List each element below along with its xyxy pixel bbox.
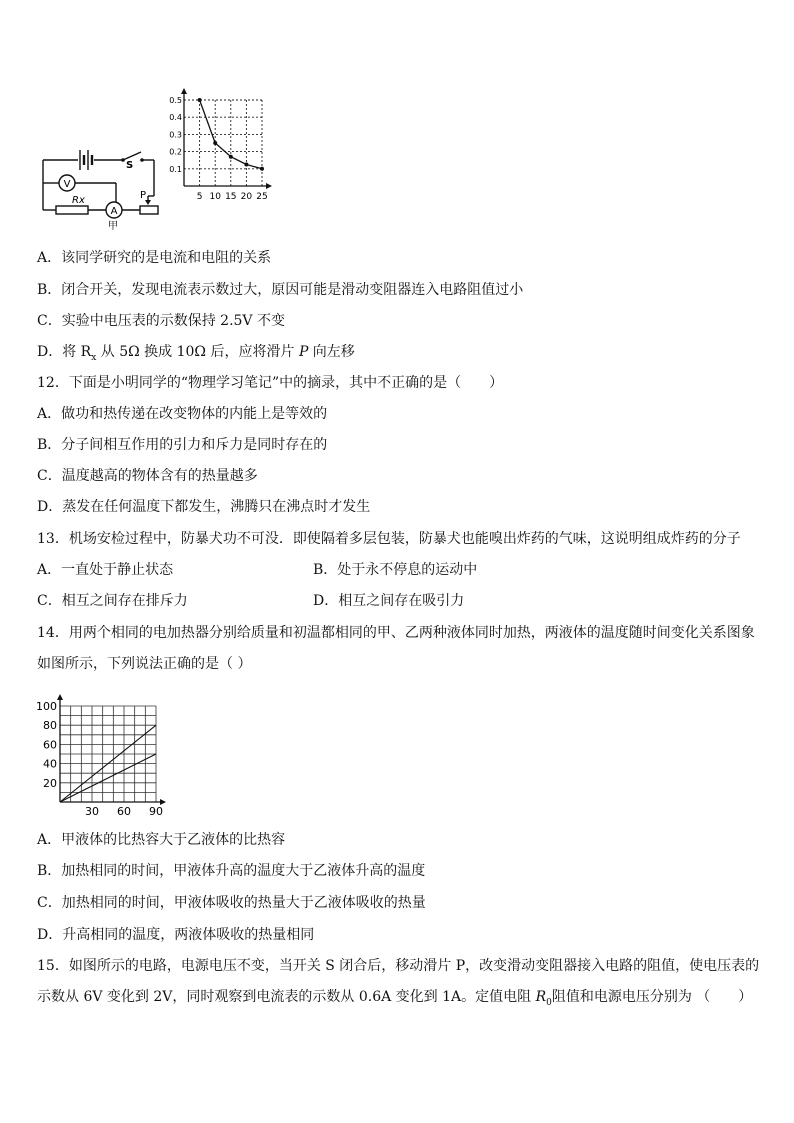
q14-option-b: B．加热相同的时间，甲液体升高的温度大于乙液体升高的温度	[37, 863, 426, 879]
x-tick-label: 90	[149, 805, 163, 818]
q13-stem: 13．机场安检过程中，防暴犬功不可没．即使隔着多层包装，防暴犬也能嗅出炸药的气味，这说明组成炸药的分子	[37, 531, 741, 547]
data-point	[244, 163, 248, 167]
resistor-label: Rx	[72, 195, 85, 206]
series-line-yi	[60, 754, 156, 802]
q11-option-c: C．实验中电压表的示数保持 2.5V 不变	[37, 313, 285, 329]
battery-icon	[80, 150, 92, 170]
y-tick-label: 0.4	[169, 113, 182, 123]
q12-option-c: C．温度越高的物体含有的热量越多	[37, 468, 258, 484]
x-tick-label: 20	[240, 192, 253, 202]
y-tick-label: 60	[43, 738, 57, 752]
y-tick-label: 0.3	[169, 130, 182, 140]
q12-option-b: B．分子间相互作用的引力和斥力是同时存在的	[37, 437, 328, 453]
q14-stem-line2: 如图所示，下列说法正确的是（ ）	[37, 656, 252, 672]
y-tick-label: 40	[43, 757, 57, 771]
q14-option-d: D．升高相同的温度，两液体吸收的热量相同	[37, 927, 315, 943]
q13-option-d: D．相互之间存在吸引力	[313, 593, 465, 609]
voltmeter-icon	[59, 175, 75, 191]
ammeter-icon	[106, 202, 122, 218]
q13-option-b: B．处于永不停息的运动中	[313, 562, 478, 578]
y-axis-arrow-icon	[57, 694, 63, 700]
slider-label: P	[140, 190, 147, 201]
q12-option-a: A．做功和热传递在改变物体的内能上是等效的	[37, 406, 328, 422]
y-tick-label: 0.1	[169, 164, 182, 174]
circuit-caption: 甲	[108, 221, 118, 232]
ammeter-label: A	[110, 206, 118, 217]
q11-option-b: B．闭合开关，发现电流表示数过大，原因可能是滑动变阻器连入电路阻值过小	[37, 282, 524, 298]
data-point	[229, 155, 233, 159]
x-tick-label: 25	[256, 192, 268, 202]
x-tick-label: 5	[196, 192, 203, 202]
resistor-rx-icon	[56, 206, 88, 214]
y-tick-label: 20	[43, 776, 57, 790]
q12-stem: 12．下面是小明同学的“物理学习笔记”中的摘录，其中不正确的是（ ）	[37, 375, 504, 391]
y-tick-label: 0.2	[169, 147, 182, 157]
current-resistance-graph	[166, 86, 306, 236]
circuit-diagram-jia	[38, 140, 168, 232]
x-tick-label: 10	[209, 192, 221, 202]
y-tick-label: 100	[36, 700, 57, 713]
temperature-time-graph	[34, 686, 206, 820]
y-tick-label: 80	[43, 719, 57, 733]
x-axis-arrow-icon	[266, 183, 272, 189]
x-tick-label: 60	[117, 805, 131, 818]
rheostat-icon	[140, 206, 158, 214]
q13-option-a: A．一直处于静止状态	[37, 562, 174, 578]
q14-option-a: A．甲液体的比热容大于乙液体的比热容	[37, 832, 286, 848]
switch-contact-icon	[121, 158, 125, 162]
voltmeter-label: V	[63, 179, 71, 190]
q15-stem-line1: 15．如图所示的电路，电源电压不变，当开关 S 闭合后，移动滑片 P，改变滑动变阻器接入电路的阻值，使电压表的	[37, 958, 760, 974]
data-point	[260, 167, 264, 171]
y-axis-arrow-icon	[181, 88, 187, 94]
data-point	[213, 141, 217, 145]
data-point	[198, 98, 202, 102]
q14-option-c: C．加热相同的时间，甲液体吸收的热量大于乙液体吸收的热量	[37, 895, 426, 911]
y-tick-label: 0.5	[169, 96, 182, 105]
x-tick-label: 15	[225, 192, 237, 202]
q11-option-d: D．将 $R_x$ 从 5Ω 换成 10Ω 后，应将滑片 P 向左移	[37, 344, 355, 363]
x-tick-label: 30	[85, 805, 99, 818]
q15-stem-line2: 示数从 6V 变化到 2V，同时观察到电流表的示数从 0.6A 变化到 1A。定值电阻 $R_0$阻值和电源电压分别为 （ ）	[37, 989, 753, 1008]
q12-option-d: D．蒸发在任何温度下都发生，沸腾只在沸点时才发生	[37, 499, 371, 515]
q13-option-c: C．相互之间存在排斥力	[37, 593, 188, 609]
q11-option-a: A．该同学研究的是电流和电阻的关系	[37, 250, 272, 266]
q14-stem-line1: 14．用两个相同的电加热器分别给质量和初温都相同的甲、乙两种液体同时加热，两液体的温度随时间变化关系图象	[37, 625, 755, 641]
switch-label: S	[126, 160, 134, 171]
